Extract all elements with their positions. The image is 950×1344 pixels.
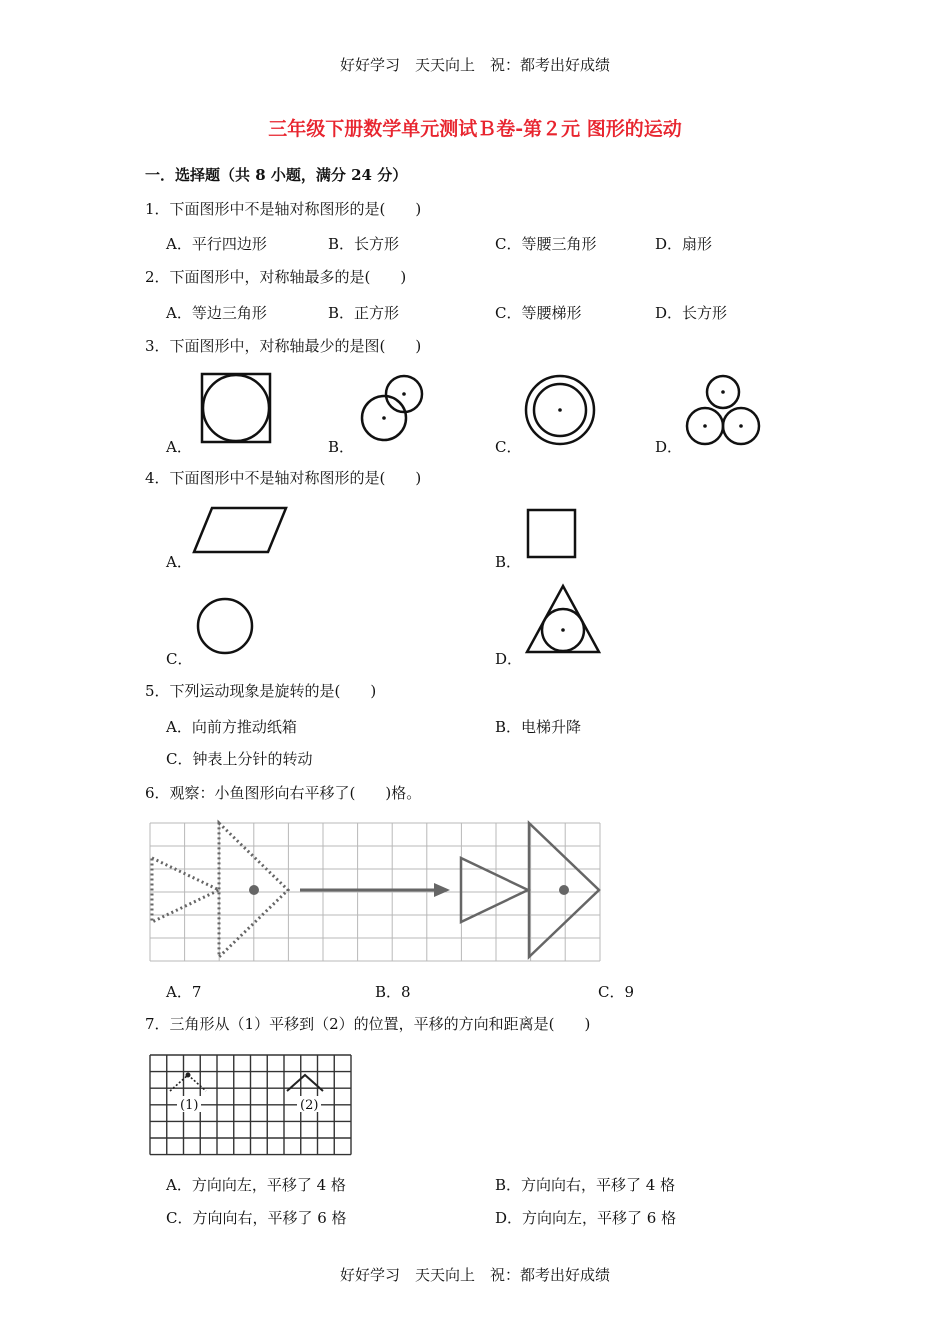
question-7-option-d[interactable]: D．方向向左，平移了 6 格 (495, 1209, 677, 1227)
question-7-stem: 7．三角形从（1）平移到（2）的位置，平移的方向和距离是( ) (145, 1015, 591, 1033)
question-6-option-a[interactable]: A．7 (166, 983, 202, 1001)
question-4-stem: 4．下面图形中不是轴对称图形的是( ) (145, 469, 422, 487)
question-7-option-a[interactable]: A．方向向左，平移了 4 格 (166, 1176, 346, 1194)
question-1-option-a[interactable]: A．平行四边形 (166, 235, 267, 253)
question-2-stem: 2．下面图形中，对称轴最多的是( ) (145, 268, 407, 286)
q4-figure-a-parallelogram (192, 504, 290, 556)
question-2-option-a[interactable]: A．等边三角形 (166, 304, 267, 322)
q4-figure-c-circle (196, 597, 254, 655)
question-6-option-c[interactable]: C．9 (598, 983, 635, 1001)
question-5-option-c[interactable]: C．钟表上分针的转动 (166, 750, 313, 768)
q6-fish-grid-figure (148, 821, 604, 963)
question-4-option-c[interactable]: C． (166, 650, 193, 668)
question-4-option-b[interactable]: B． (495, 553, 522, 571)
question-5-option-a[interactable]: A．向前方推动纸箱 (166, 718, 297, 736)
question-7-option-c[interactable]: C．方向向右，平移了 6 格 (166, 1209, 347, 1227)
page-title: 三年级下册数学单元测试Ｂ卷-第２元 图形的运动 (268, 118, 682, 140)
question-3-option-a[interactable]: A． (166, 438, 192, 456)
q3-figure-d-three-circles (684, 374, 762, 446)
question-7-option-b[interactable]: B．方向向右，平移了 4 格 (495, 1176, 676, 1194)
page-header: 好好学习 天天向上 祝：都考出好成绩 (339, 56, 610, 74)
q3-figure-b-overlapping-circles (356, 372, 432, 452)
section-heading: 一．选择题（共 8 小题，满分 24 分） (145, 166, 408, 184)
question-4-option-a[interactable]: A． (166, 553, 192, 571)
q3-figure-a-square-circle (196, 370, 276, 446)
q7-label-2: (2) (300, 1098, 319, 1113)
question-1-option-d[interactable]: D．扇形 (655, 235, 713, 253)
question-3-option-b[interactable]: B． (328, 438, 355, 456)
q4-figure-b-square (526, 508, 578, 560)
question-2-option-b[interactable]: B．正方形 (328, 304, 400, 322)
question-2-option-c[interactable]: C．等腰梯形 (495, 304, 582, 322)
question-1-option-b[interactable]: B．长方形 (328, 235, 400, 253)
question-1-stem: 1．下面图形中不是轴对称图形的是( ) (145, 200, 422, 218)
question-5-option-b[interactable]: B．电梯升降 (495, 718, 582, 736)
question-3-stem: 3．下面图形中，对称轴最少的是图( ) (145, 337, 422, 355)
question-6-stem: 6．观察：小鱼图形向右平移了( )格。 (145, 784, 422, 802)
q4-figure-d-triangle-circle (525, 584, 601, 656)
question-6-option-b[interactable]: B．8 (375, 983, 411, 1001)
q7-label-1: (1) (180, 1098, 199, 1113)
question-1-option-c[interactable]: C．等腰三角形 (495, 235, 597, 253)
question-5-stem: 5．下列运动现象是旋转的是( ) (145, 682, 377, 700)
page-footer: 好好学习 天天向上 祝：都考出好成绩 (339, 1266, 610, 1284)
question-3-option-d[interactable]: D． (655, 438, 683, 456)
question-3-option-c[interactable]: C． (495, 438, 522, 456)
q3-figure-c-concentric-circles (522, 372, 598, 448)
question-4-option-d[interactable]: D． (495, 650, 523, 668)
q7-triangle-grid-figure (148, 1053, 354, 1157)
question-2-option-d[interactable]: D．长方形 (655, 304, 728, 322)
